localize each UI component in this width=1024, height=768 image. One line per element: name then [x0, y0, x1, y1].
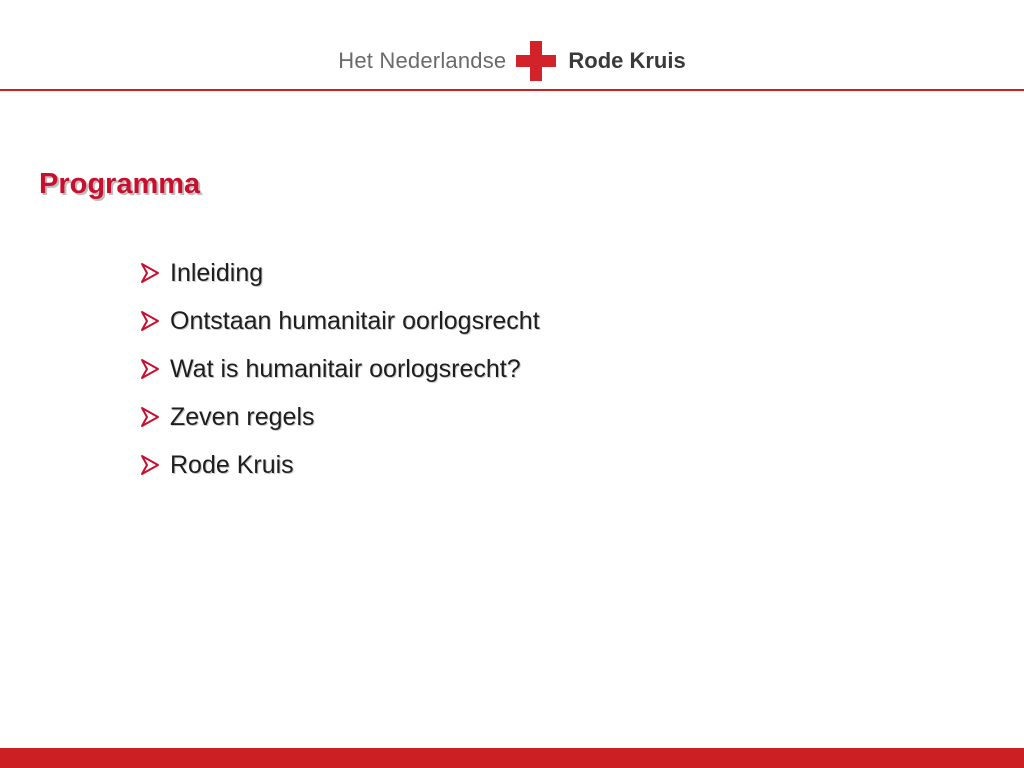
header-divider — [0, 89, 1024, 91]
bullet-item — [140, 345, 540, 393]
logo-text-left: Het Nederlandse — [338, 48, 507, 73]
footer-bar — [0, 748, 1024, 768]
arrow-bullet-icon — [140, 454, 160, 476]
logo-inner — [338, 41, 685, 81]
bullet-text: Ontstaan humanitair oorlogsrecht — [170, 306, 540, 335]
bullet-item — [140, 441, 540, 489]
bullet-text: Rode Kruis — [170, 450, 294, 479]
arrow-bullet-icon — [140, 406, 160, 428]
bullet-text: Zeven regels — [170, 402, 315, 431]
arrow-bullet-icon — [140, 310, 160, 332]
arrow-bullet-icon — [140, 358, 160, 380]
bullet-item — [140, 297, 540, 345]
bullet-text: Inleiding — [170, 258, 264, 287]
logo-text-right: Rode Kruis — [568, 48, 686, 73]
logo — [0, 40, 1024, 82]
red-cross-icon — [516, 41, 556, 81]
bullet-item — [140, 249, 540, 297]
bullet-text: Wat is humanitair oorlogsrecht? — [170, 354, 521, 383]
bullet-list — [140, 249, 540, 489]
slide-title: Programma — [39, 168, 201, 200]
bullet-item — [140, 393, 540, 441]
arrow-bullet-icon — [140, 262, 160, 284]
